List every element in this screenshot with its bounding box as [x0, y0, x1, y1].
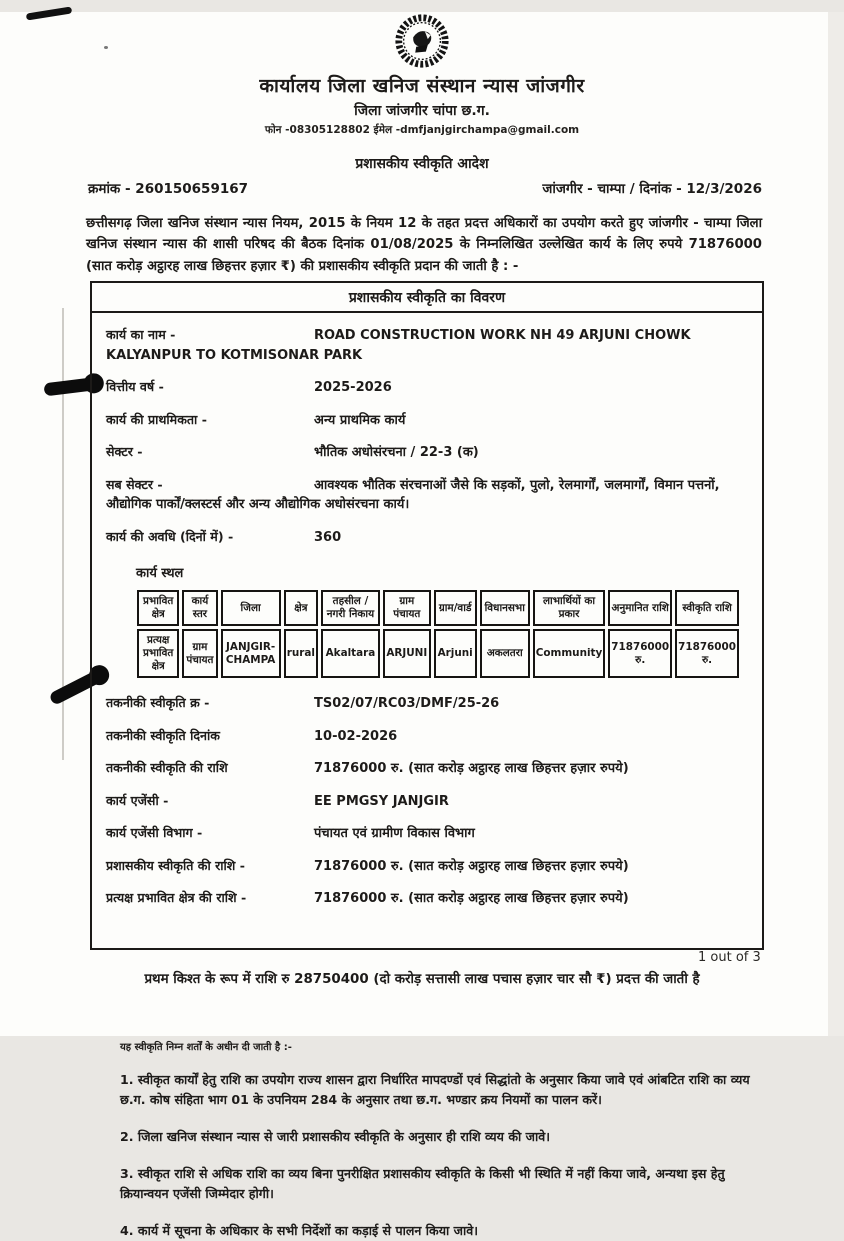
fields-bottom [106, 694, 748, 909]
field-label: कार्य की अवधि (दिनों में) - [106, 528, 234, 544]
condition-item: 1. स्वीकृत कार्यों हेतु राशि का उपयोग राज्य शासन द्वारा निर्धारित मापदण्डों एवं सिद्धांतो के अनुसार किया जावे एवं आंबटित राशि का व्यय छ.ग. कोष संहिता भाग 01 के उपनियम 284 के अनुसार तथा छ.ग. भण्डार क्रय नियमों का पालन करें। [120, 1071, 750, 1107]
table-header-cell: ग्राम पंचायत [383, 590, 431, 626]
table-header-cell: प्रभावित क्षेत्र [137, 590, 179, 626]
field-label: कार्य एजेंसी - [106, 792, 169, 808]
field-value: EE PMGSY JANJGIR [314, 793, 449, 809]
conditions-intro: यह स्वीकृति निम्न शर्तों के अधीन दी जाती है :- [120, 1041, 292, 1053]
table-header-cell: विधानसभा [480, 590, 530, 626]
table-cell: अकलतरा [480, 629, 530, 678]
order-meta [88, 179, 762, 197]
detail-field [106, 326, 748, 365]
detail-field [106, 694, 748, 714]
worksite-table [134, 587, 742, 681]
intro-paragraph: छत्तीसगढ़ जिला खनिज संस्थान न्यास नियम, 2015 के नियम 12 के तहत प्रदत्त अधिकारों का उपयोग करते हुए जांजगीर - चाम्पा जिला खनिज संस्थान न्यास की शासी परिषद की बैठक दिनांक 01/08/2025 के निम्नलिखित उल्लेखित कार्य के लिए रुपये 71876000 (सात करोड़ अट्ठारह लाख छिहत्तर हज़ार ₹) की प्रशासकीय स्वीकृति प्रदान की जाती है : - [86, 216, 762, 274]
table-header-cell: क्षेत्र [284, 590, 318, 626]
org-name: कार्यालय जिला खनिज संस्थान न्यास जांजगीर [259, 75, 585, 97]
order-place-date: जांजगीर - चाम्पा / दिनांक - 12/3/2026 [542, 181, 762, 197]
table-cell: ARJUNI [383, 629, 431, 678]
table-header-cell: ग्राम/वार्ड [434, 590, 477, 626]
table-header-cell: जिला [221, 590, 281, 626]
field-value: TS02/07/RC03/DMF/25-26 [314, 696, 500, 712]
table-cell: ग्राम पंचायत [182, 629, 217, 678]
field-label: प्रशासकीय स्वीकृति की राशि - [106, 857, 245, 873]
field-label: तकनीकी स्वीकृति दिनांक [106, 727, 220, 743]
table-header-cell: स्वीकृति राशि [675, 590, 739, 626]
field-value: 71876000 रु. (सात करोड़ अट्ठारह लाख छिहत्तर हज़ार रुपये) [314, 891, 629, 907]
table-header-cell: अनुमानित राशि [608, 590, 672, 626]
worksite-label: कार्य स्थल [136, 566, 184, 582]
field-label: प्रत्यक्ष प्रभावित क्षेत्र की राशि - [106, 890, 247, 906]
org-contact: फोन -08305128802 ईमेल -dmfjanjgirchampa@gmail.com [264, 124, 580, 136]
scan-edge-shadow [828, 12, 844, 1036]
table-cell: JANJGIR-CHAMPA [221, 629, 281, 678]
field-label: सब सेक्टर - [106, 476, 163, 492]
table-cell: 71876000 रु. [675, 629, 739, 678]
sanction-details-box [90, 281, 764, 950]
detail-field [106, 528, 748, 548]
table-header-cell: लाभार्थियों का प्रकार [533, 590, 606, 626]
detail-field [106, 411, 748, 431]
table-cell: Akaltara [321, 629, 380, 678]
table-header-row [137, 590, 739, 626]
order-serial: क्रमांक - 260150659167 [88, 181, 249, 197]
pen-mark-artifact [26, 6, 73, 20]
condition-item: 4. कार्य में सूचना के अधिकार के सभी निर्देशों का कड़ाई से पालन किया जावे। [120, 1223, 479, 1239]
detail-field [106, 443, 748, 463]
table-cell: rural [284, 629, 318, 678]
detail-field [106, 792, 748, 812]
detail-field [106, 759, 748, 779]
condition-item: 2. जिला खनिज संस्थान न्यास से जारी प्रशासकीय स्वीकृति के अनुसार ही राशि व्यय की जावे। [120, 1128, 551, 1144]
field-value: 360 [314, 529, 342, 545]
scanned-document-page [0, 12, 844, 1239]
detail-field [106, 824, 748, 844]
field-value: भौतिक अधोसंरचना / 22-3 (क) [314, 445, 479, 461]
field-label: तकनीकी स्वीकृति क्र - [106, 695, 210, 711]
field-value: पंचायत एवं ग्रामीण विकास विभाग [314, 826, 475, 842]
table-header-cell: तहसील /नगरी निकाय [321, 590, 380, 626]
page-indicator: 1 out of 3 [698, 950, 761, 965]
field-label: तकनीकी स्वीकृति की राशि [106, 760, 228, 776]
field-value: ROAD CONSTRUCTION WORK NH 49 ARJUNI CHOWK KALYANPUR TO KOTMISONAR PARK [106, 328, 691, 363]
detail-field [106, 889, 748, 909]
table-header-cell: कार्य स्तर [182, 590, 217, 626]
table-row [137, 629, 739, 678]
detail-field [106, 476, 748, 515]
order-title: प्रशासकीय स्वीकृति आदेश [355, 156, 489, 172]
field-label: कार्य की प्राथमिकता - [106, 411, 207, 427]
field-value: अन्य प्राथमिक कार्य [314, 412, 406, 428]
org-district: जिला जांजगीर चांपा छ.ग. [354, 103, 490, 119]
field-value: 71876000 रु. (सात करोड़ अट्ठारह लाख छिहत्तर हज़ार रुपये) [314, 858, 629, 874]
field-value: 10-02-2026 [314, 728, 398, 744]
table-cell: 71876000 रु. [608, 629, 672, 678]
field-value: 2025-2026 [314, 380, 392, 396]
scan-speck-artifact [104, 46, 108, 49]
condition-item: 3. स्वीकृत राशि से अधिक राशि का व्यय बिना पुनरीक्षित प्रशासकीय स्वीकृति के किसी भी स्थिति में नहीं किया जावे, अन्यथा इस हेतु क्रियान्वयन एजेंसी जिम्मेदार होगी। [120, 1166, 725, 1202]
field-label: सेक्टर - [106, 444, 143, 460]
table-cell: Arjuni [434, 629, 477, 678]
details-box-title: प्रशासकीय स्वीकृति का विवरण [92, 288, 762, 313]
fields-top [106, 326, 748, 547]
field-label: कार्य का नाम - [106, 327, 176, 343]
detail-field [106, 857, 748, 877]
first-installment-line: प्रथम किश्त के रूप में राशि रु 28750400 (दो करोड़ सत्तासी लाख पचास हज़ार चार सौ ₹) प्रदत्त की जाती है [144, 971, 700, 987]
detail-field [106, 378, 748, 398]
detail-field [106, 727, 748, 747]
field-label: वित्तीय वर्ष - [106, 379, 164, 395]
field-value: आवश्यक भौतिक संरचनाओं जैसे कि सड़कों, पुलो, रेलमार्गों, जलमार्गों, विमान पत्तनों, औद्योगिक पार्कों/क्लस्टर्स और अन्य औद्योगिक अधोसंरचना कार्य। [106, 477, 720, 513]
round-gear-seal-icon [393, 12, 451, 70]
field-value: 71876000 रु. (सात करोड़ अट्ठारह लाख छिहत्तर हज़ार रुपये) [314, 761, 629, 777]
conditions-list [120, 1070, 760, 1241]
table-cell: Community [533, 629, 606, 678]
table-cell: प्रत्यक्ष प्रभावित क्षेत्र [137, 629, 179, 678]
field-label: कार्य एजेंसी विभाग - [106, 825, 203, 841]
